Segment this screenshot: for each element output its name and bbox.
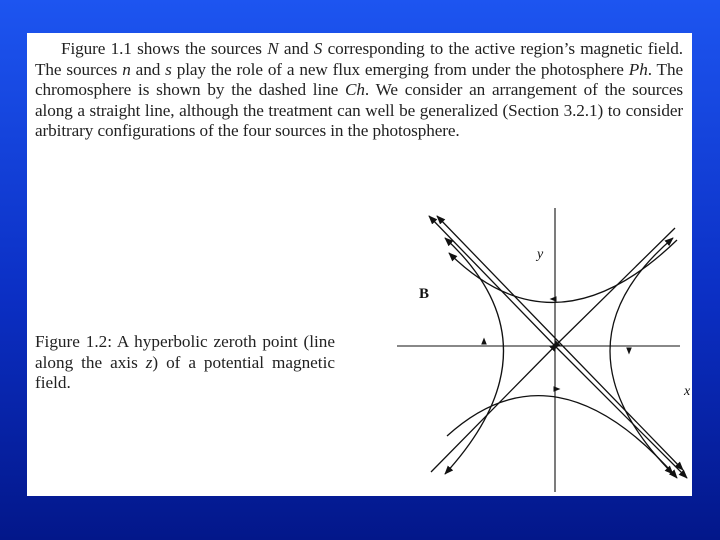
- text-run: . The chromosphere is shown by the dashed line: [35, 59, 683, 100]
- body-paragraph: [35, 39, 683, 142]
- text-run: ) of a potential magnetic field.: [35, 352, 335, 393]
- math-N: N: [267, 39, 279, 58]
- math-Ph: Ph: [628, 59, 648, 79]
- document-page: [27, 33, 692, 496]
- text-run: corresponding to the active region’s magnetic field. The sources: [35, 39, 683, 79]
- separatrix-in-lower-left: [431, 346, 555, 472]
- math-Ch: Ch: [345, 80, 365, 100]
- text-run: and: [278, 39, 314, 58]
- y-axis-label: y: [537, 247, 544, 262]
- text-run: Figure 1.1 shows the sources: [61, 39, 268, 58]
- figure-caption: [35, 332, 335, 394]
- text-run: . We consider an arrangement of the sources along a straight line, although the treatment can well be generalized (Section 3.2.1) to consider arbitrary configurations of the four sources in the photosphere.: [35, 80, 684, 141]
- field-line-bottom: [447, 396, 677, 478]
- x-axis-label: x: [684, 384, 691, 399]
- separatrix-out-lower-right: [555, 346, 687, 478]
- math-n: n: [122, 59, 131, 79]
- separatrix-out-upper-left: [429, 216, 555, 346]
- text-run: and: [130, 59, 166, 79]
- field-label: B: [419, 286, 430, 302]
- field-line-left: [445, 238, 504, 474]
- hyperbolic-field-diagram: [397, 208, 692, 493]
- field-line-diagonal: [437, 216, 683, 470]
- text-run: play the role of a new flux emerging from under the photosphere: [171, 59, 629, 79]
- text-run: Figure 1.2: A hyperbolic zeroth point (line along the axis: [35, 332, 335, 372]
- field-line-right: [610, 238, 673, 474]
- math-z: z: [145, 352, 153, 372]
- math-s: s: [165, 59, 172, 79]
- math-S: S: [313, 39, 323, 58]
- separatrix-in-upper-right: [555, 228, 675, 346]
